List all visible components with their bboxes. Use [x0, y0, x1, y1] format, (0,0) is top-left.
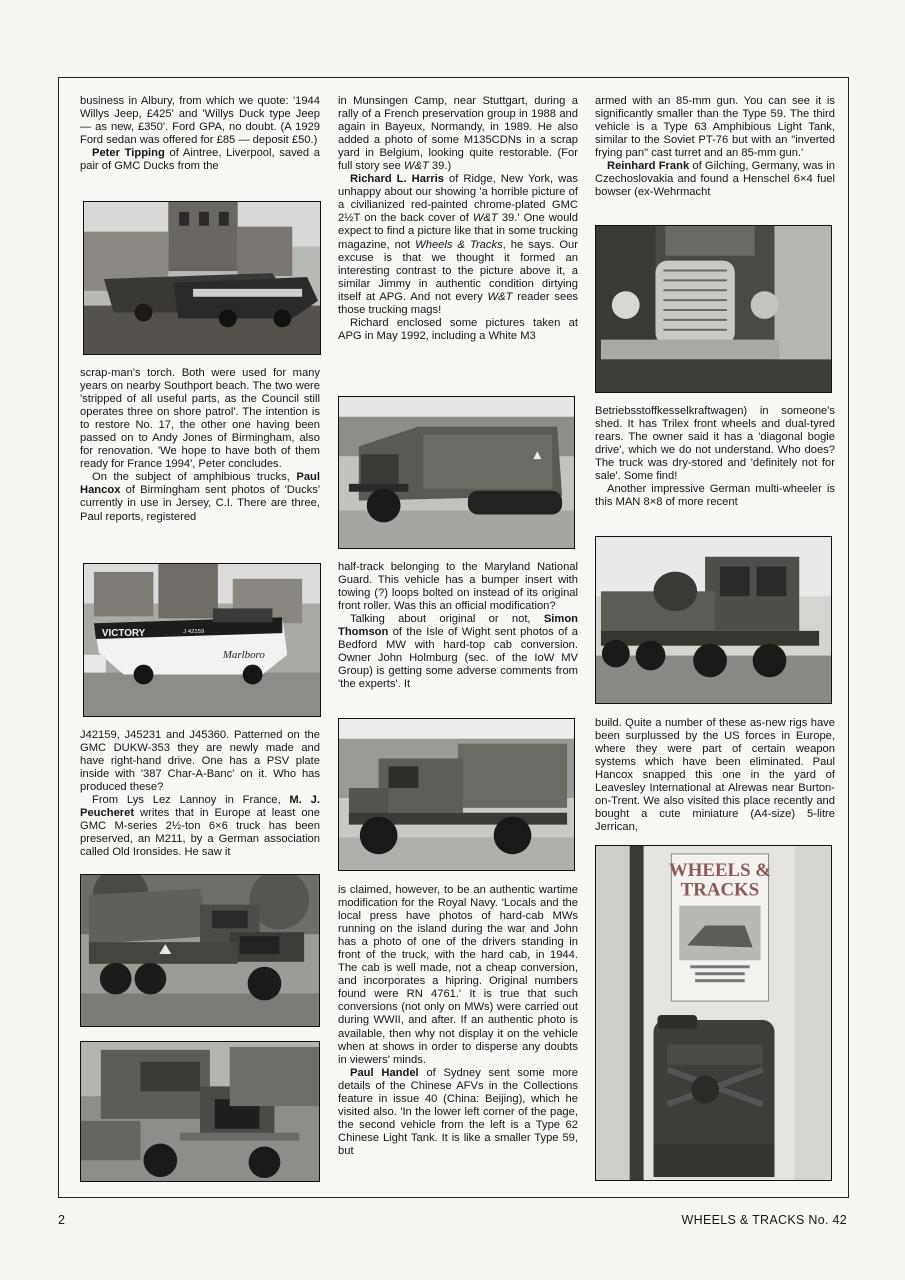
person-name: Reinhard Frank [607, 160, 690, 173]
paragraph [80, 471, 320, 523]
paragraph: J42159, J45231 and J45360. Patterned on the GMC DUKW-353 they are newly made and have right-hand drive. One has a PSV plate inside with '387 Char-A-Banc' on it. Who has produced these? [80, 729, 320, 794]
paragraph-text: of the Isle of Wight sent photos of a Bedford MW with hard-top cab conversion. Owner John Holmburg (sec. of the IoW MV Group) is getting some adverse comments from 'the experts'. It [338, 626, 578, 691]
person-name: Richard L. Harris [350, 173, 444, 186]
photo-white-m3-halftrack [338, 396, 575, 549]
paragraph-text: On the subject of amphibious trucks, [92, 471, 297, 484]
text-block [595, 717, 835, 834]
photo-gmc-m211 [80, 874, 320, 1027]
paragraph [338, 95, 578, 173]
photo-jerrican-magazine [595, 845, 832, 1181]
text-block [595, 95, 835, 199]
paragraph: business in Albury, from which we quote: '1944 Willys Jeep, £425' and 'Willys Duck type Jeep — as new, £350'. Ford GPA, no doubt. (A 1929 Ford sedan was offered for £85 — deposit £50.) [80, 95, 320, 147]
paragraph-text: of Ridge, New York, was unhappy about our showing 'a horrible picture of a civilianized red-painted chrome-plated GMC 2½T on the back cover of [338, 173, 578, 225]
person-name: Paul Hancox [80, 471, 320, 497]
magazine-title-line2: TRACKS [680, 879, 760, 901]
paragraph-text: writes that in Europe at least one GMC M-series 2½-ton 6×6 truck has been preserved, an M211, by a German association called Old Ironsides. He saw it [80, 807, 320, 859]
paragraph-text: 39.) [428, 160, 452, 173]
magazine-footer-title: WHEELS & TRACKS No. 42 [681, 1213, 847, 1227]
magazine-ref: W&T [487, 290, 513, 303]
photo-jersey-duck [83, 563, 321, 717]
paragraph [80, 794, 320, 859]
text-block [80, 367, 320, 524]
paragraph: Richard enclosed some pictures taken at APG in May 1992, including a White M3 [338, 316, 578, 342]
paragraph-text: of Aintree, Liverpool, saved a pair of GMC Ducks from the [80, 147, 320, 173]
paragraph-text: reader sees those trucking mags! [338, 290, 579, 316]
paragraph [80, 147, 320, 173]
photo-henschel-bowser [595, 225, 832, 393]
paragraph-text: of Birmingham sent photos of 'Ducks' currently in use in Jersey, C.I. There are three, Paul reports, registered [80, 484, 320, 523]
text-block [338, 884, 578, 1158]
boat-brand-text: Marlboro [222, 648, 265, 661]
person-name: Simon Thomson [338, 613, 578, 639]
paragraph [338, 613, 578, 691]
photo-gmc-ducks [83, 201, 321, 355]
photo-bedford-mw [338, 718, 575, 871]
text-block [595, 405, 835, 509]
page-number: 2 [58, 1213, 66, 1227]
photo-man-8x8 [595, 536, 832, 704]
text-block [80, 729, 320, 859]
paragraph-text: of Sydney sent some more details of the Chinese AFVs in the Collections feature in issue 40 (China: Beijing), which he visited also. 'In the lower left corner of the page, the second vehicle from the left is a Type 62 Chinese Light Tank. It is like a smaller Type 59, but [338, 1066, 578, 1157]
paragraph-text: Talking about original or not, [350, 613, 544, 626]
boat-name-text: VICTORY [101, 628, 146, 640]
magazine-ref: W&T [403, 160, 429, 173]
text-block [80, 95, 320, 173]
paragraph-text: 39.' One would expect to find a picture like that in some trucking magazine, not [338, 212, 579, 251]
person-name: Paul Handel [350, 1066, 419, 1079]
person-name: Peter Tipping [92, 147, 165, 160]
text-block [338, 561, 578, 691]
paragraph: armed with an 85-mm gun. You can see it is significantly smaller than the Type 59. The third vehicle is a Type 63 Amphibious Light Tank, similar to the Soviet PT-76 but with an "inverted frying pan" cast turret and an 85-mm gun.' [595, 95, 835, 160]
paragraph: is claimed, however, to be an authentic wartime modification for the Royal Navy. 'Locals and the local press have photos of hard-cab MWs running on the island during the war and John has a photo of one of the drivers standing in front of the truck, with the hard cab, in 1944. The cab is well made, not a cheap conversion, and incorporates a hipring. Original numbers found were RN 4761.' It is true that such conversions (not only on MWs) were carried out during WWII, and after. If an authentic photo is available, then why not display it on the vehicle when at shows in order to disperse any doubts in viewers' minds. [338, 884, 578, 1066]
magazine-ref: Wheels & Tracks [415, 238, 503, 251]
magazine-title-line1: WHEELS & [668, 859, 771, 881]
boat-reg-text: J 42159 [183, 629, 205, 636]
paragraph [338, 1067, 578, 1158]
paragraph: half-track belonging to the Maryland National Guard. This vehicle has a bumper insert with towing (?) loops bolted on instead of its original front roller. Was this an official modification? [338, 561, 578, 613]
paragraph: build. Quite a number of these as-new rigs have been surplussed by the US forces in Europe, where they were part of certain weapon systems which have been eliminated. Paul Hancox snapped this one in the yard of Leavesley International at Alrewas near Burton-on-Trent. We also visited this place recently and bought a cute miniature (A4-size) 5-litre Jerrican, [595, 717, 835, 834]
paragraph: scrap-man's torch. Both were used for many years on nearby Southport beach. The two were 'stripped of all useful parts, as the Council still operates three on shore patrol'. The intention is to restore No. 17, the other one having been passed on to Andy Jones of Birmingham, also for renovation. 'We hope to have both of them ready for France 1994', Peter concludes. [80, 367, 320, 471]
text-block [338, 95, 578, 343]
paragraph-text: , he says. Our excuse is that we thought it formed an interesting contrast to the picture above it, a similar Jimmy in authentic condition dirtying itself at APG. And not every [338, 238, 578, 303]
paragraph-text: From Lys Lez Lannoy in France, [92, 794, 290, 807]
photo-m135-scrap [80, 1041, 320, 1182]
article-frame [58, 77, 849, 1198]
paragraph: Betriebsstoffkesselkraftwagen) in someone's shed. It has Trilex front wheels and dual-tyred rears. The owner said it has a 'diagonal bogie drive', which we do not understand. Who does? The truck was dry-stored and 'definitely not for sale'. Some find! [595, 405, 835, 483]
magazine-ref: W&T [472, 212, 498, 225]
paragraph-text: of Gilching, Germany, was in Czechoslovakia and found a Henschel 6×4 fuel bowser (ex-Wehrmacht [595, 160, 835, 199]
person-name: M. J. Peucheret [80, 794, 320, 820]
paragraph: Another impressive German multi-wheeler is this MAN 8×8 of more recent [595, 483, 835, 509]
paragraph [595, 160, 835, 199]
paragraph [338, 173, 578, 317]
paragraph-text: in Munsingen Camp, near Stuttgart, during a rally of a French preservation group in 1988 and again in Bayeux, Normandy, in 1989. He also added a photo of some M135CDNs in a scrap yard in Belgium, looking quite restorable. (For full story see [338, 95, 578, 173]
